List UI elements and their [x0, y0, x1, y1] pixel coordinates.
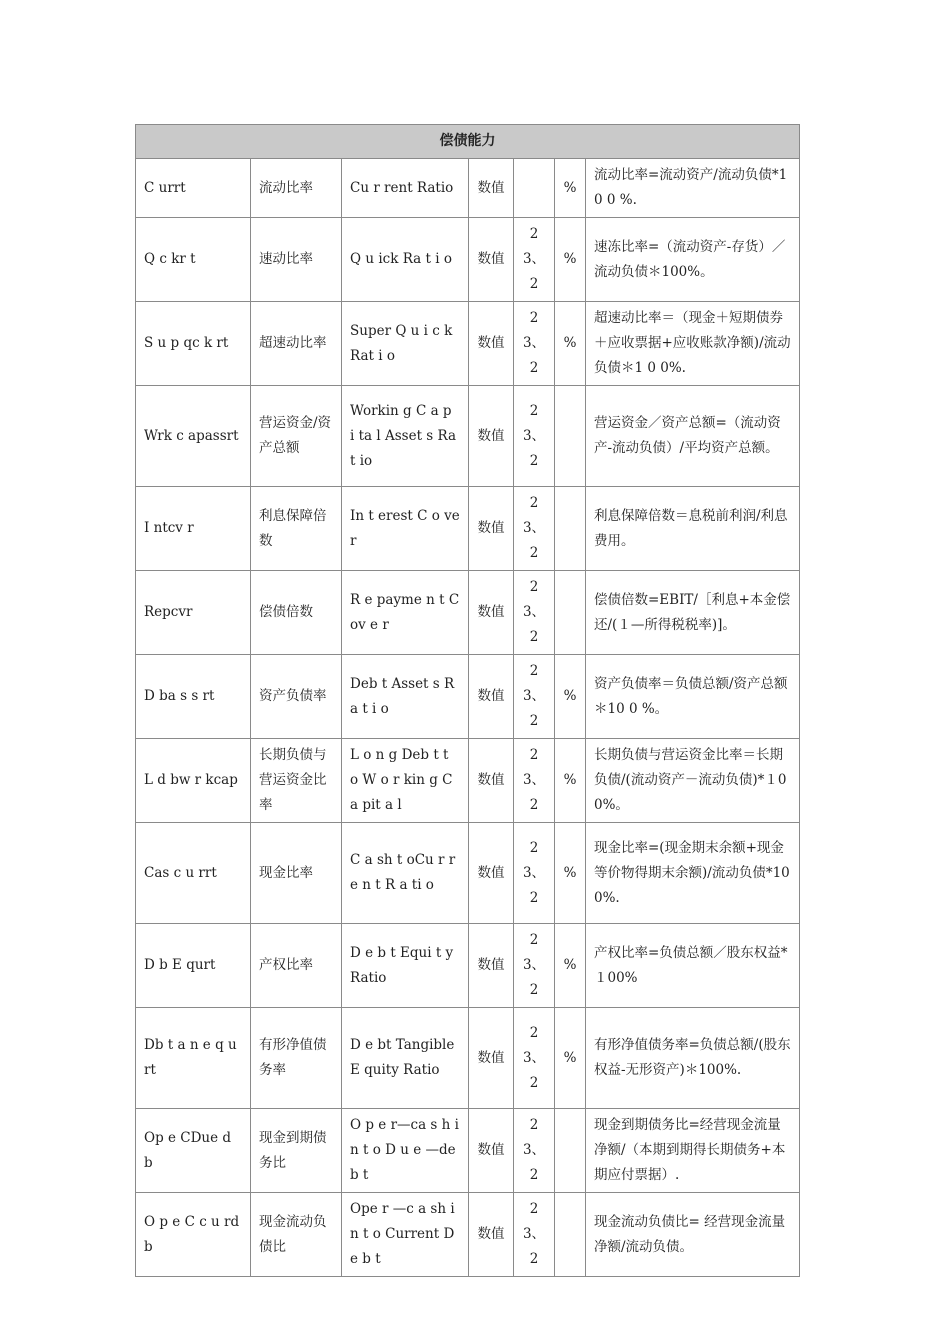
metric-precision: 23、2: [514, 823, 555, 924]
metric-code: Op e CDue d b: [136, 1109, 251, 1193]
metric-data-type: 数值: [469, 571, 514, 655]
metric-code: C urrt: [136, 159, 251, 218]
metric-code: L d bw r kcap: [136, 739, 251, 823]
metric-english-name: Workin g C a p i ta l Asset s Ra t io: [342, 386, 469, 487]
metric-unit: [555, 386, 586, 487]
metric-precision: 23、2: [514, 924, 555, 1008]
metric-unit: [555, 571, 586, 655]
metric-data-type: 数值: [469, 924, 514, 1008]
table-row: [136, 1193, 800, 1277]
metric-precision: 23、2: [514, 302, 555, 386]
metric-name: 产权比率: [251, 924, 342, 1008]
metric-code: Q c kr t: [136, 218, 251, 302]
metric-data-type: 数值: [469, 1109, 514, 1193]
metric-code: S u p qc k rt: [136, 302, 251, 386]
metric-formula: 现金流动负债比= 经营现金流量净额/流动负债。: [586, 1193, 800, 1277]
metric-name: 速动比率: [251, 218, 342, 302]
metric-unit: %: [555, 159, 586, 218]
metric-data-type: 数值: [469, 159, 514, 218]
metric-unit: %: [555, 823, 586, 924]
metric-name: 偿债倍数: [251, 571, 342, 655]
metric-code: D ba s s rt: [136, 655, 251, 739]
metric-code: D b E qurt: [136, 924, 251, 1008]
metric-name: 现金到期债务比: [251, 1109, 342, 1193]
metric-formula: 产权比率=负债总额／股东权益*１00%: [586, 924, 800, 1008]
metric-formula: 长期负债与营运资金比率＝长期负债/(流动资产－流动负债)*１00%。: [586, 739, 800, 823]
table-row: [136, 823, 800, 924]
metric-code: Wrk c apassrt: [136, 386, 251, 487]
metric-english-name: Super Q u i c k Rat i o: [342, 302, 469, 386]
metric-unit: [555, 1109, 586, 1193]
metric-formula: 现金比率=(现金期末余额+现金等价物得期末余额)/流动负债*100%.: [586, 823, 800, 924]
solvency-table: [135, 124, 800, 1277]
table-row: [136, 386, 800, 487]
metric-precision: 23、2: [514, 218, 555, 302]
section-header: 偿债能力: [136, 125, 800, 159]
metric-data-type: 数值: [469, 655, 514, 739]
metric-english-name: O p e r—ca s h i n t o D u e —de b t: [342, 1109, 469, 1193]
metric-code: Cas c u rrt: [136, 823, 251, 924]
metric-name: 现金比率: [251, 823, 342, 924]
metric-unit: [555, 1193, 586, 1277]
metric-formula: 流动比率=流动资产/流动负债*10 0 %.: [586, 159, 800, 218]
metric-formula: 现金到期债务比=经营现金流量净额/（本期到期得长期债务+本期应付票据）.: [586, 1109, 800, 1193]
table-row: [136, 159, 800, 218]
table-row: [136, 302, 800, 386]
metric-unit: %: [555, 218, 586, 302]
metric-precision: 23、2: [514, 571, 555, 655]
metric-precision: 23、2: [514, 1193, 555, 1277]
metric-precision: 23、2: [514, 1109, 555, 1193]
metric-precision: 23、2: [514, 386, 555, 487]
metric-formula: 利息保障倍数＝息税前利润/利息费用。: [586, 487, 800, 571]
table-row: [136, 924, 800, 1008]
metric-name: 营运资金/资产总额: [251, 386, 342, 487]
table-row: [136, 1109, 800, 1193]
metric-code: Repcvr: [136, 571, 251, 655]
metric-name: 长期负债与营运资金比率: [251, 739, 342, 823]
metric-formula: 偿债倍数=EBIT/［利息+本金偿还/(１—所得税税率)]。: [586, 571, 800, 655]
metric-data-type: 数值: [469, 1008, 514, 1109]
metric-precision: [514, 159, 555, 218]
metric-english-name: D e b t Equi t y Ratio: [342, 924, 469, 1008]
metric-name: 利息保障倍数: [251, 487, 342, 571]
metric-english-name: Q u ick Ra t i o: [342, 218, 469, 302]
metric-data-type: 数值: [469, 302, 514, 386]
metric-precision: 23、2: [514, 487, 555, 571]
metric-english-name: Ope r —c a sh i n t o Current De b t: [342, 1193, 469, 1277]
metric-data-type: 数值: [469, 1193, 514, 1277]
metric-data-type: 数值: [469, 487, 514, 571]
metric-precision: 23、2: [514, 1008, 555, 1109]
metric-english-name: R e payme n t Cov e r: [342, 571, 469, 655]
table-row: [136, 1008, 800, 1109]
metric-code: I ntcv r: [136, 487, 251, 571]
metric-unit: %: [555, 1008, 586, 1109]
table-row: [136, 218, 800, 302]
table-row: [136, 487, 800, 571]
metric-unit: [555, 487, 586, 571]
metric-unit: %: [555, 655, 586, 739]
metric-data-type: 数值: [469, 739, 514, 823]
metric-english-name: In t erest C o ver: [342, 487, 469, 571]
metric-name: 资产负债率: [251, 655, 342, 739]
metric-formula: 有形净值债务率=负债总额/(股东权益-无形资产)＊100%.: [586, 1008, 800, 1109]
metric-unit: %: [555, 302, 586, 386]
metric-formula: 资产负债率＝负债总额/资产总额＊10 0 %。: [586, 655, 800, 739]
metric-name: 现金流动负债比: [251, 1193, 342, 1277]
metric-english-name: C a sh t oCu r re n t R a ti o: [342, 823, 469, 924]
metric-english-name: L o n g Deb t t o W o r kin g C a pit a l: [342, 739, 469, 823]
metric-unit: %: [555, 924, 586, 1008]
metric-name: 有形净值债务率: [251, 1008, 342, 1109]
table-row: [136, 739, 800, 823]
metric-code: O p e C c u rdb: [136, 1193, 251, 1277]
metric-english-name: Cu r rent Ratio: [342, 159, 469, 218]
metric-english-name: D e bt Tangible E quity Ratio: [342, 1008, 469, 1109]
metric-data-type: 数值: [469, 823, 514, 924]
metric-name: 超速动比率: [251, 302, 342, 386]
metric-data-type: 数值: [469, 218, 514, 302]
metric-english-name: Deb t Asset s Ra t i o: [342, 655, 469, 739]
metric-code: Db t a n e q urt: [136, 1008, 251, 1109]
metric-formula: 营运资金／资产总额=（流动资产-流动负债）/平均资产总额。: [586, 386, 800, 487]
table-row: [136, 655, 800, 739]
metric-formula: 速冻比率=（流动资产-存货）／流动负债＊100%。: [586, 218, 800, 302]
table-row: [136, 571, 800, 655]
metric-name: 流动比率: [251, 159, 342, 218]
metric-precision: 23、2: [514, 655, 555, 739]
metric-unit: %: [555, 739, 586, 823]
metric-precision: 23、2: [514, 739, 555, 823]
metric-data-type: 数值: [469, 386, 514, 487]
metric-formula: 超速动比率＝（现金＋短期债券＋应收票据+应收账款净额)/流动负债＊1 0 0%.: [586, 302, 800, 386]
